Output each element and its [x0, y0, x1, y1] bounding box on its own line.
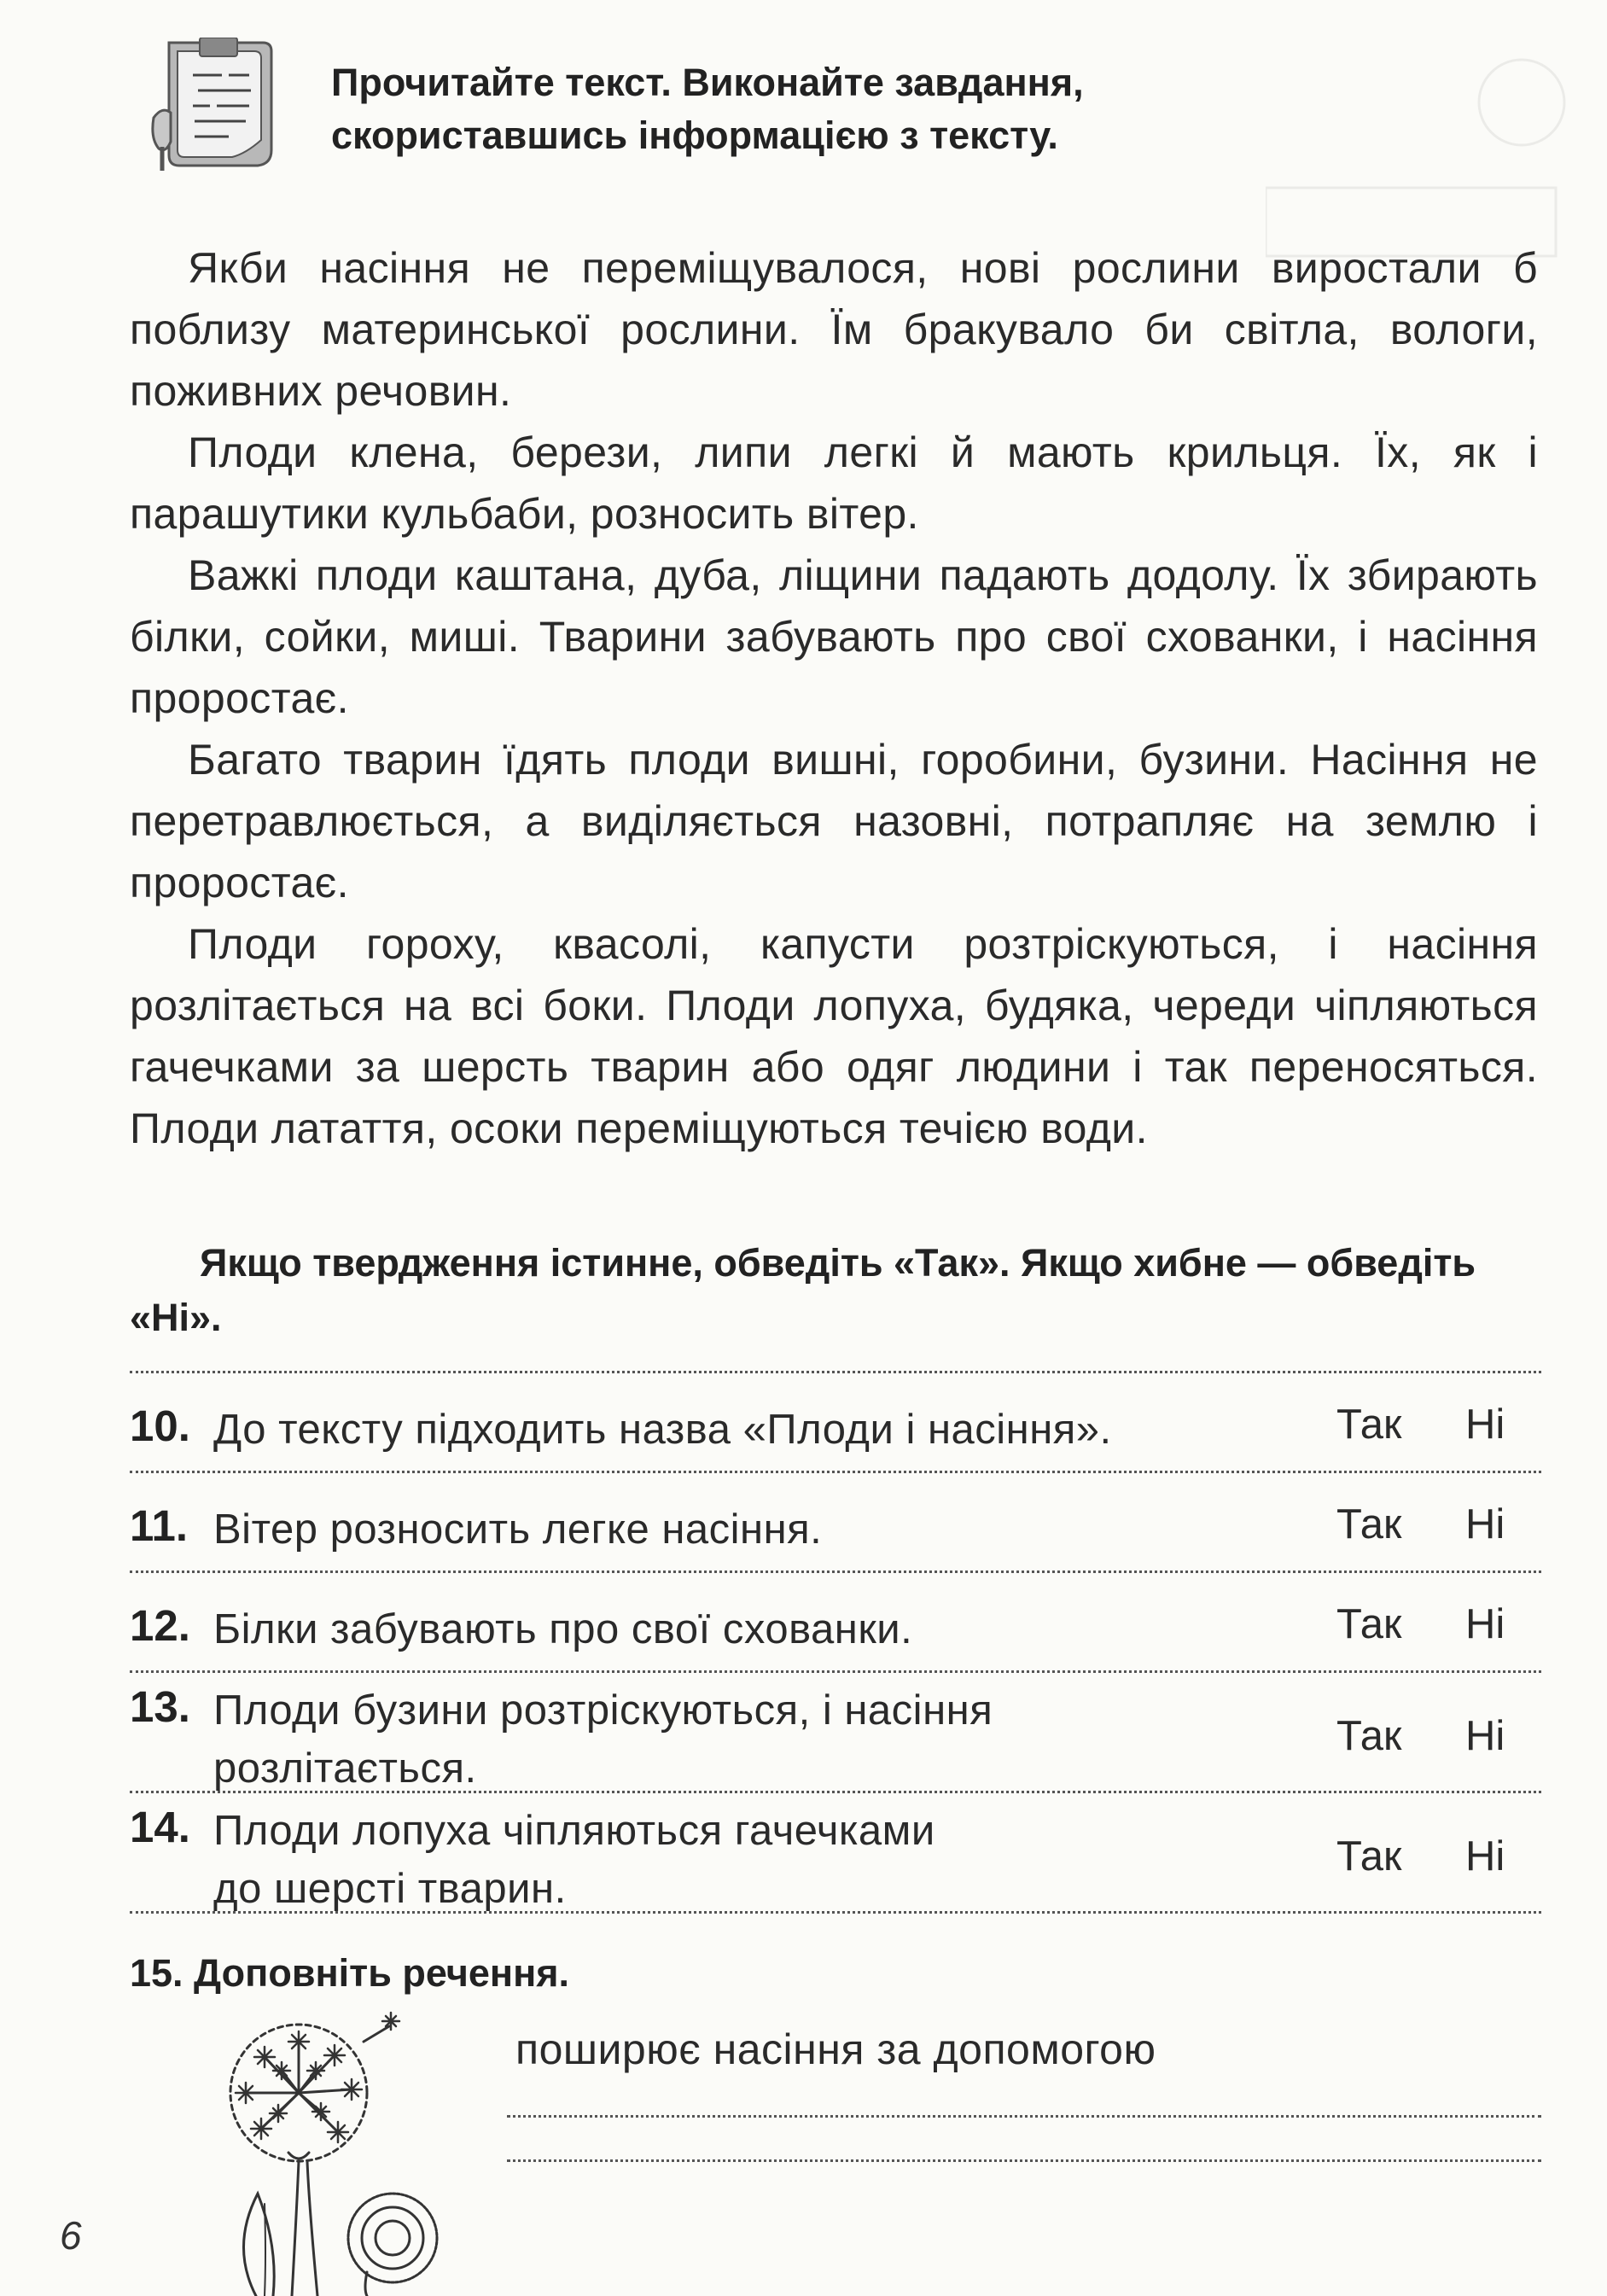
reading-text [130, 237, 1538, 1159]
task-instruction [331, 56, 1084, 162]
statement-row [130, 1473, 1541, 1573]
task-15-title: 15. Доповніть речення. [130, 1951, 570, 1995]
statement-text [213, 1401, 1237, 1459]
instruction-line-1: Прочитайте текст. Виконайте завдання, [331, 61, 1084, 104]
answer-yes[interactable]: Так [1336, 1833, 1402, 1879]
statement-number: 12. [130, 1601, 190, 1650]
task-header [150, 31, 1558, 176]
statement-number: 11. [130, 1501, 189, 1550]
statement-row [130, 1793, 1541, 1914]
statement-line: Вітер розносить легке насіння. [213, 1506, 823, 1553]
paragraph: Плоди клена, берези, липи легкі й мають крильця. Їх, як і парашутики кульбаби, розносить вітер. [130, 428, 1538, 538]
statement-line: розлітається. [213, 1745, 477, 1792]
statement-line: Білки забувають про свої схованки. [213, 1606, 913, 1652]
answer-yes[interactable]: Так [1336, 1713, 1402, 1759]
statement-number: 13. [130, 1682, 190, 1731]
statement-row [130, 1573, 1541, 1673]
true-false-instruction: Якщо твердження істинне, обведіть «Так». Якщо хибне — обведіть «Ні». [130, 1241, 1476, 1339]
statement-line: Плоди лопуха чіпляються гачечками [213, 1808, 935, 1854]
answer-yes[interactable]: Так [1336, 1601, 1402, 1647]
answer-no[interactable]: Ні [1465, 1601, 1505, 1647]
statement-line: Плоди бузини розтріскуються, і насіння [213, 1687, 993, 1734]
dandelion-illustration [196, 2008, 486, 2296]
completion-sentence: поширює насіння за допомогою [515, 2025, 1156, 2073]
statement-text [213, 1600, 1237, 1658]
answer-yes[interactable]: Так [1336, 1401, 1402, 1448]
answer-no[interactable]: Ні [1465, 1833, 1505, 1879]
answer-line[interactable] [507, 2115, 1541, 2118]
paragraph: Якби насіння не переміщувалося, нові рослини виростали б поблизу материнської рослини. Їм бракувало би світла, вологи, поживних речовин. [130, 244, 1538, 415]
answer-line[interactable] [507, 2159, 1541, 2162]
statements-table [130, 1371, 1541, 1914]
statement-text [213, 1802, 1237, 1918]
answer-yes[interactable]: Так [1336, 1501, 1402, 1547]
answer-no[interactable]: Ні [1465, 1713, 1505, 1759]
statement-text [213, 1681, 1237, 1798]
statement-number: 14. [130, 1803, 190, 1851]
statement-row [130, 1673, 1541, 1793]
answer-no[interactable]: Ні [1465, 1401, 1505, 1448]
statement-line: До тексту підходить назва «Плоди і насіння». [213, 1407, 1112, 1453]
statement-text [213, 1501, 1237, 1559]
page-number: 6 [60, 2213, 82, 2258]
answer-no[interactable]: Ні [1465, 1501, 1505, 1547]
paragraph: Важкі плоди каштана, дуба, ліщини падають додолу. Їх збирають білки, сойки, миші. Тварини забувають про свої схованки, і насіння проростає. [130, 551, 1538, 722]
paragraph: Багато тварин їдять плоди вишні, горобини, бузини. Насіння не перетравлюється, а виділяється назовні, потрапляє на землю і проростає. [130, 736, 1538, 906]
instruction-line-2: скориставшись інформацією з тексту. [331, 114, 1058, 157]
paragraph: Плоди гороху, квасолі, капусти розтріскуються, і насіння розлітається на всі боки. Плоди лопуха, будяка, череди чіпляються гачечками за шерсть тварин або одяг людини і так переносяться. Плоди латаття, осоки переміщуються течією води. [130, 920, 1538, 1152]
statement-row [130, 1373, 1541, 1473]
task-sheet-icon [150, 38, 278, 174]
statement-number: 10. [130, 1401, 190, 1450]
statement-line: до шерсті тварин. [213, 1866, 567, 1912]
